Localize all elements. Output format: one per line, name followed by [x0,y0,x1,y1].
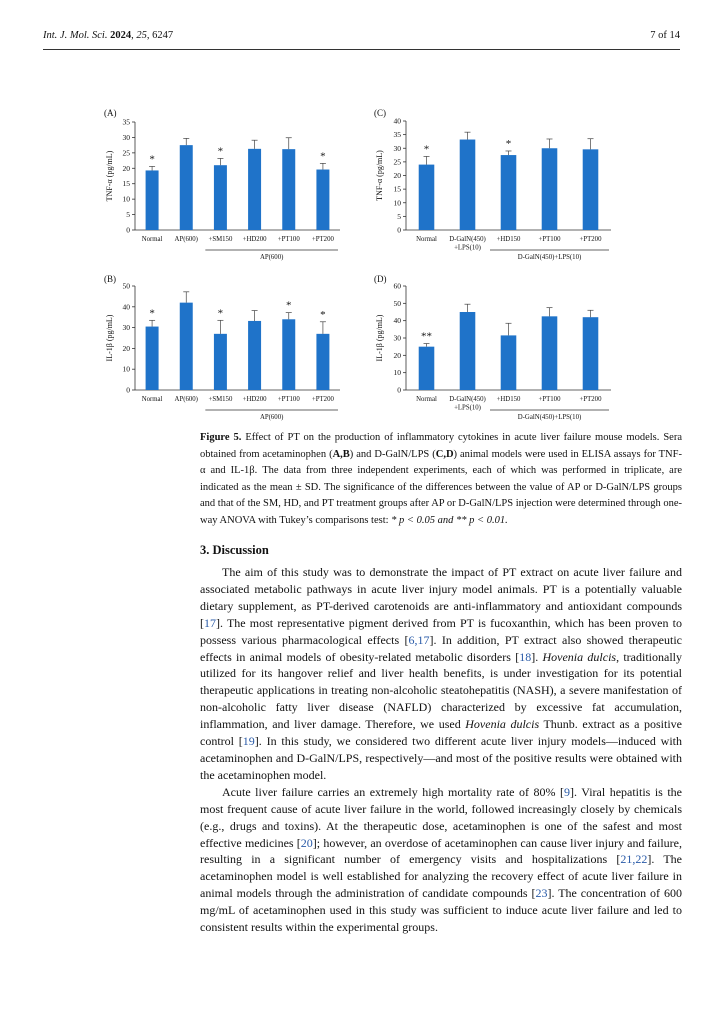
bar [501,155,517,230]
category-label: +PT100 [277,236,300,243]
chart-panel-b [100,272,350,422]
y-tick-label: 15 [393,184,401,194]
bar [460,312,476,390]
panel-label: (D) [374,274,387,284]
bar [214,165,227,230]
chart-panel-a [100,106,350,278]
category-label: +HD200 [242,396,267,403]
panel-label: (B) [104,274,116,284]
bar [146,327,159,390]
y-axis-label: IL-1β (pg/mL) [105,314,114,362]
y-tick-label: 30 [393,333,401,343]
y-tick-label: 10 [122,194,130,204]
page-number: 7 of 14 [650,30,680,41]
journal-citation: Int. J. Mol. Sci. 2024, 25, 6247 [43,30,174,41]
significance-mark: * [149,153,155,166]
y-tick-label: 40 [122,302,130,312]
bar [419,165,435,230]
bar [214,334,227,390]
bar [542,316,558,390]
y-tick-label: 20 [393,171,401,180]
category-label: +PT200 [579,396,602,403]
y-tick-label: 20 [122,163,130,173]
significance-mark: * [286,299,292,312]
category-label: Normal [141,396,163,403]
paragraph: Acute liver failure carries an extremely high mortality rate of 80% [9]. Viral hepatitis is the most frequent cause of acute liver failure in the world, followed increasingly closely by chemicals (e.g., drugs and toxins). At the therapeutic dose, acetaminophen is one of the safest and most effective medicines [20]; however, an overdose of acetaminophen can cause liver injury and failure, resulting in a significant number of emergency visits and hospitalizations [21,22]. The acetaminophen model is well established for analyzing the recovery effect of acute liver failure in animal models through the administration of candidate compounds [23]. The concentration of 600 mg/mL of acetaminophen used in this study was sufficient to induce acute liver failure and led to consistent results within the experimental groups. [200,784,683,935]
citation-link[interactable]: 23 [535,886,548,901]
bar [316,334,329,390]
category-label: D-GalN(450) [449,236,486,243]
significance-mark: * [149,307,155,320]
y-tick-label: 30 [122,132,130,142]
bar [180,303,193,390]
category-label: +PT200 [311,396,334,403]
category-label: Normal [141,236,163,243]
significance-mark: * [320,150,326,163]
y-tick-label: 30 [122,323,130,333]
category-label: Normal [416,236,437,243]
body-text [200,564,682,936]
category-label: +LPS(10) [454,244,481,252]
category-label: +HD200 [242,236,267,243]
bar [282,319,295,390]
category-label: +LPS(10) [454,404,481,412]
y-tick-label: 50 [393,298,401,308]
y-axis-label: IL-1β (pg/mL) [375,314,384,362]
header-rule [43,49,680,50]
y-tick-label: 60 [393,281,401,291]
chart-panel-c [370,106,620,278]
y-tick-label: 40 [393,116,401,126]
y-tick-label: 20 [122,343,130,353]
figure-caption: Figure 5. Effect of PT on the production of inflammatory cytokines in acute liver failure mouse models. Sera obtained from acetaminophen (A,B) and D-GalN/LPS (C,D) animal models were used in ELISA assays for TNF-α and IL-1β. The data from three independent experiments, each of which was performed in triplicate, are indicated as the mean ± SD. The significance of the differences between the value of AP or D-GalN/LPS groups and that of the SM, HD, and PT treatment groups after AP or D-GalN/LPS injection were determined through one-way ANOVA with Tukey’s comparisons test: * p < 0.05 and ** p < 0.01. [200,432,682,526]
y-tick-label: 10 [122,364,130,374]
category-label: +PT200 [311,236,334,243]
citation-link[interactable]: 19 [242,734,255,749]
bar [501,335,517,390]
citation-link[interactable]: 6,17 [408,632,430,647]
y-tick-label: 0 [397,225,401,235]
y-tick-label: 35 [122,117,130,127]
y-axis-label: TNF-α (pg/mL) [105,150,114,202]
category-label: +HD150 [496,396,521,403]
bar [419,347,435,390]
category-label: AP(600) [174,396,198,403]
citation-link[interactable]: 17 [204,615,216,630]
y-tick-label: 5 [397,211,401,221]
citation-link[interactable]: 20 [300,835,313,850]
significance-mark: * [320,308,326,321]
category-label: +SM150 [208,396,233,403]
significance-mark: * [217,145,224,158]
group-label: D-GalN(450)+LPS(10) [517,414,582,421]
bar [248,149,261,230]
category-label: +PT100 [538,236,561,243]
bar [316,170,329,230]
category-label: AP(600) [174,236,198,243]
bar [542,148,558,230]
y-tick-label: 40 [393,316,401,326]
y-axis-label: TNF-α (pg/mL) [375,150,384,201]
group-label: AP(600) [259,414,284,421]
significance-mark: * [505,137,512,150]
significance-mark: ** [421,330,432,343]
citation-link[interactable]: 18 [519,649,532,664]
category-label: +HD150 [496,236,521,243]
group-label: AP(600) [259,254,284,261]
panel-label: (A) [104,108,117,118]
category-label: D-GalN(450) [449,396,486,403]
bar [180,145,193,230]
y-tick-label: 25 [393,157,401,167]
y-tick-label: 50 [122,281,130,291]
y-tick-label: 15 [122,179,130,189]
y-tick-label: 20 [393,350,401,360]
y-tick-label: 5 [126,210,130,220]
significance-mark: * [217,307,224,320]
bar [460,140,476,230]
y-tick-label: 35 [393,130,401,140]
bar [146,170,159,230]
y-tick-label: 25 [122,148,130,158]
y-tick-label: 10 [393,368,401,378]
y-tick-label: 30 [393,143,401,153]
y-tick-label: 0 [126,385,130,395]
bar [583,317,599,390]
y-tick-label: 0 [126,225,130,235]
section-title: 3. Discussion [200,543,269,557]
paragraph: The aim of this study was to demonstrate the impact of PT extract on acute liver failure and associated metabolic pathways in acute liver injury model animals. PT is a potentially valuable dietary supplement, as PT-derived carotenoids are anti-inflammatory and antioxidant compounds [17]. The most representative pigment derived from PT is fucoxanthin, which has been proven to possess various pharmacological effects [6,17]. In addition, PT extract also showed therapeutic effects in animal models of obesity-related metabolic disorders [18]. Hovenia dulcis, traditionally utilized for its hangover relief and liver health benefits, is under investigation for its potential therapeutic applications in treating non-alcoholic steatohepatitis (NASH), a severe manifestation of non-alcoholic fatty liver disease (NAFLD) characterized by excessive fat accumulation, inflammation, and liver damage. Therefore, we used Hovenia dulcis Thunb. extract as a positive control [19]. In this study, we considered two different acute liver injury models—induced with acetaminophen and D-GalN/LPS, respectively—and most of the positive results were obtained with the acetaminophen model. [200,565,683,782]
y-tick-label: 10 [393,198,401,208]
group-label: D-GalN(450)+LPS(10) [517,254,582,261]
panel-label: (C) [374,108,386,118]
chart-panel-d [370,272,620,422]
citation-link[interactable]: 9 [563,784,570,799]
y-tick-label: 0 [397,385,401,395]
category-label: +PT100 [538,396,561,403]
bar [282,149,295,230]
citation-link[interactable]: 21,22 [620,852,648,867]
category-label: Normal [416,396,437,403]
category-label: +SM150 [208,236,233,243]
bar [248,321,261,390]
bar [583,149,599,230]
category-label: +PT200 [579,236,602,243]
significance-mark: * [423,143,430,156]
category-label: +PT100 [277,396,300,403]
